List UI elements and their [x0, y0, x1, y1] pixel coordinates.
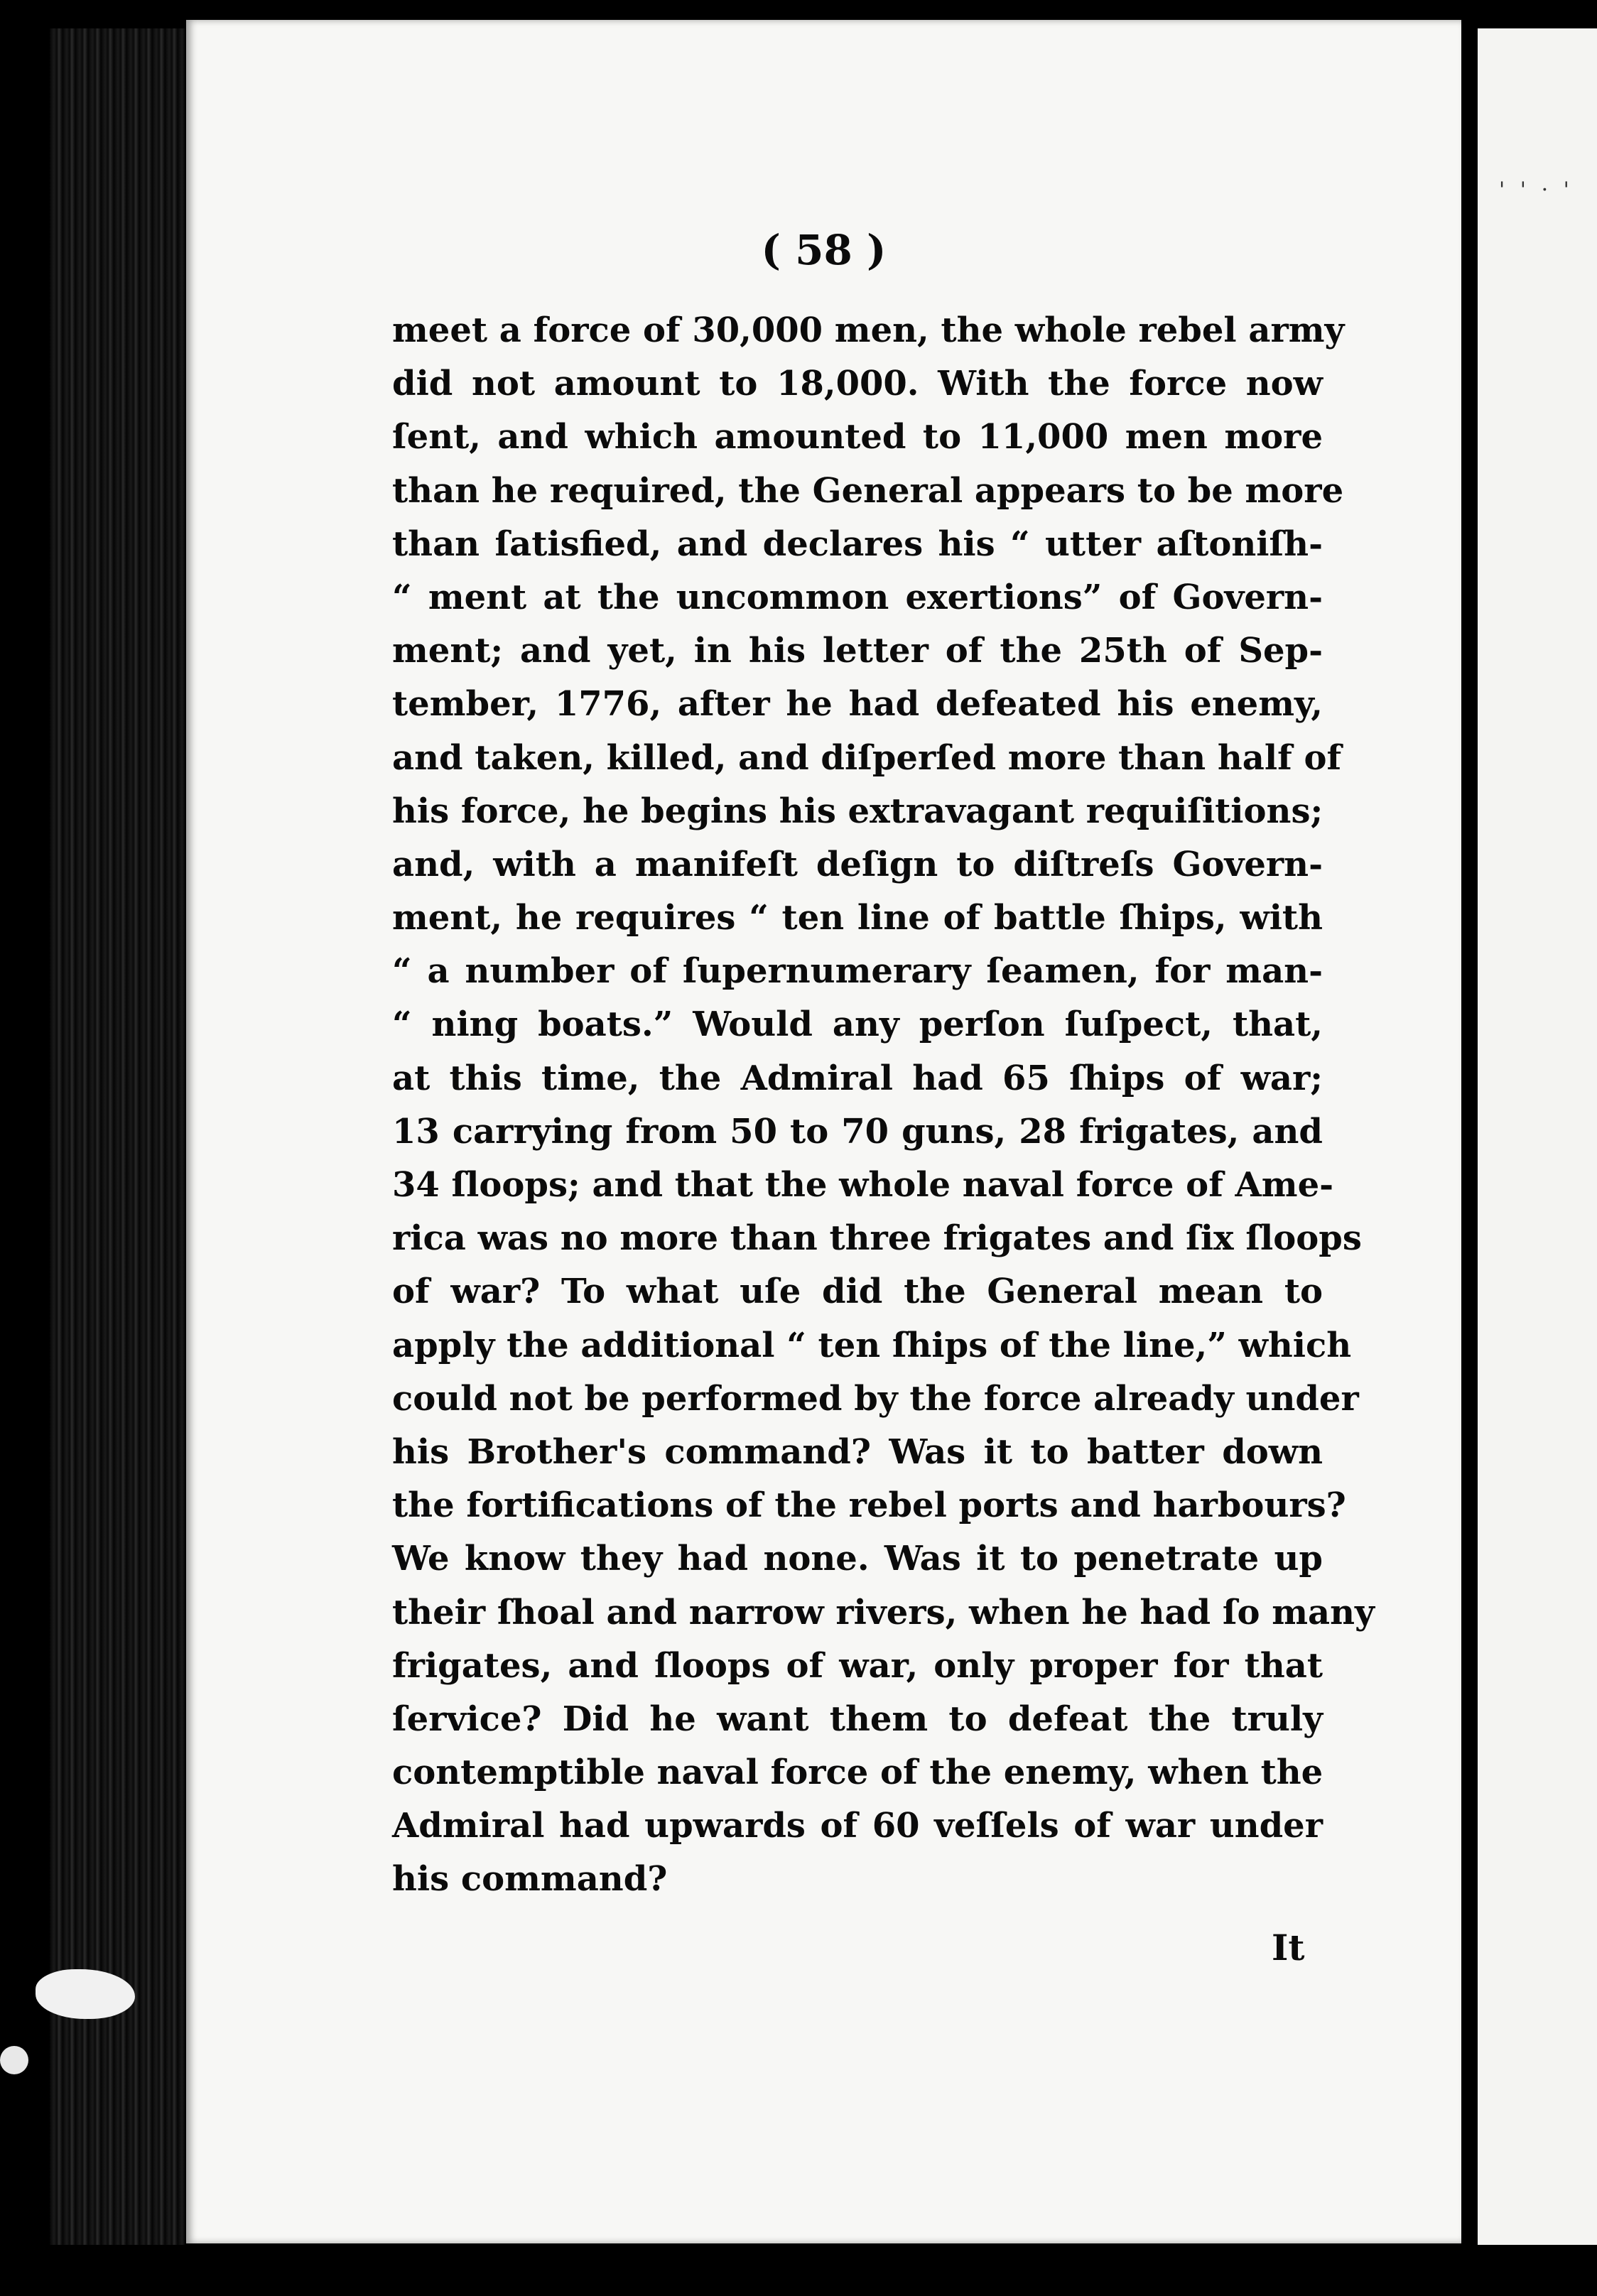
text-line: tember, 1776, after he had defeated his enemy, [392, 684, 1323, 725]
text-line: his Brother's command? Was it to batter down [392, 1431, 1323, 1472]
text-line: at this time, the Admiral had 65 ſhips of war; [392, 1058, 1323, 1098]
text-line: and, with a manifeſt deſign to diſtreſs Govern- [392, 844, 1323, 884]
text-line: Admiral had upwards of 60 veſſels of war under [392, 1806, 1323, 1846]
text-line: ment, he requires “ ten line of battle ſhips, with [392, 898, 1323, 938]
text-line: We know they had none. Was it to penetrate up [392, 1539, 1323, 1579]
text-line: 13 carrying from 50 to 70 guns, 28 frigates, and [392, 1111, 1323, 1152]
text-line: contemptible naval force of the enemy, when the [392, 1753, 1323, 1793]
text-line: ſent, and which amounted to 11,000 men more [392, 417, 1323, 457]
text-line: meet a force of 30,000 men, the whole rebel army [392, 310, 1345, 350]
text-line: the fortifications of the rebel ports and harbours? [392, 1485, 1346, 1526]
text-line: ment; and yet, in his letter of the 25th of Sep- [392, 631, 1323, 671]
text-line: did not amount to 18,000. With the force now [392, 364, 1323, 404]
text-line: “ a number of ſupernumerary ſeamen, for man- [392, 951, 1323, 992]
facing-page-edge [1478, 28, 1597, 2245]
text-line: “ ning boats.” Would any perſon ſuſpect, that, [392, 1004, 1323, 1045]
page-number: ( 58 ) [761, 226, 887, 274]
text-line: his command? [392, 1859, 668, 1900]
text-line: apply the additional “ ten ſhips of the line,” which [392, 1325, 1352, 1365]
text-line: ſervice? Did he want them to defeat the truly [392, 1699, 1323, 1739]
text-line: than ſatisfied, and declares his “ utter aſtoniſh- [392, 524, 1323, 564]
text-line: could not be performed by the force already under [392, 1378, 1359, 1419]
text-line: “ ment at the uncommon exertions” of Govern- [392, 577, 1323, 617]
text-line: frigates, and ſloops of war, only proper for that [392, 1645, 1323, 1686]
text-line: their ſhoal and narrow rivers, when he had ſo many [392, 1592, 1375, 1632]
catchword: It [1272, 1927, 1305, 1969]
text-line: of war? To what uſe did the General mean to [392, 1272, 1323, 1312]
book-spine-edge [50, 28, 185, 2245]
text-line: rica was no more than three frigates and ſix ſloops [392, 1218, 1362, 1259]
text-line: and taken, killed, and diſperſed more than half of [392, 737, 1342, 778]
text-line: his force, he begins his extravagant requiſitions; [392, 791, 1323, 831]
body-text [392, 304, 1375, 1907]
paper-smudge [0, 2046, 28, 2074]
facing-page-marks: ' ' · ' [1499, 178, 1574, 202]
text-line: than he required, the General appears to be more [392, 470, 1344, 511]
text-line: 34 ſloops; and that the whole naval force of Ame- [392, 1165, 1334, 1205]
